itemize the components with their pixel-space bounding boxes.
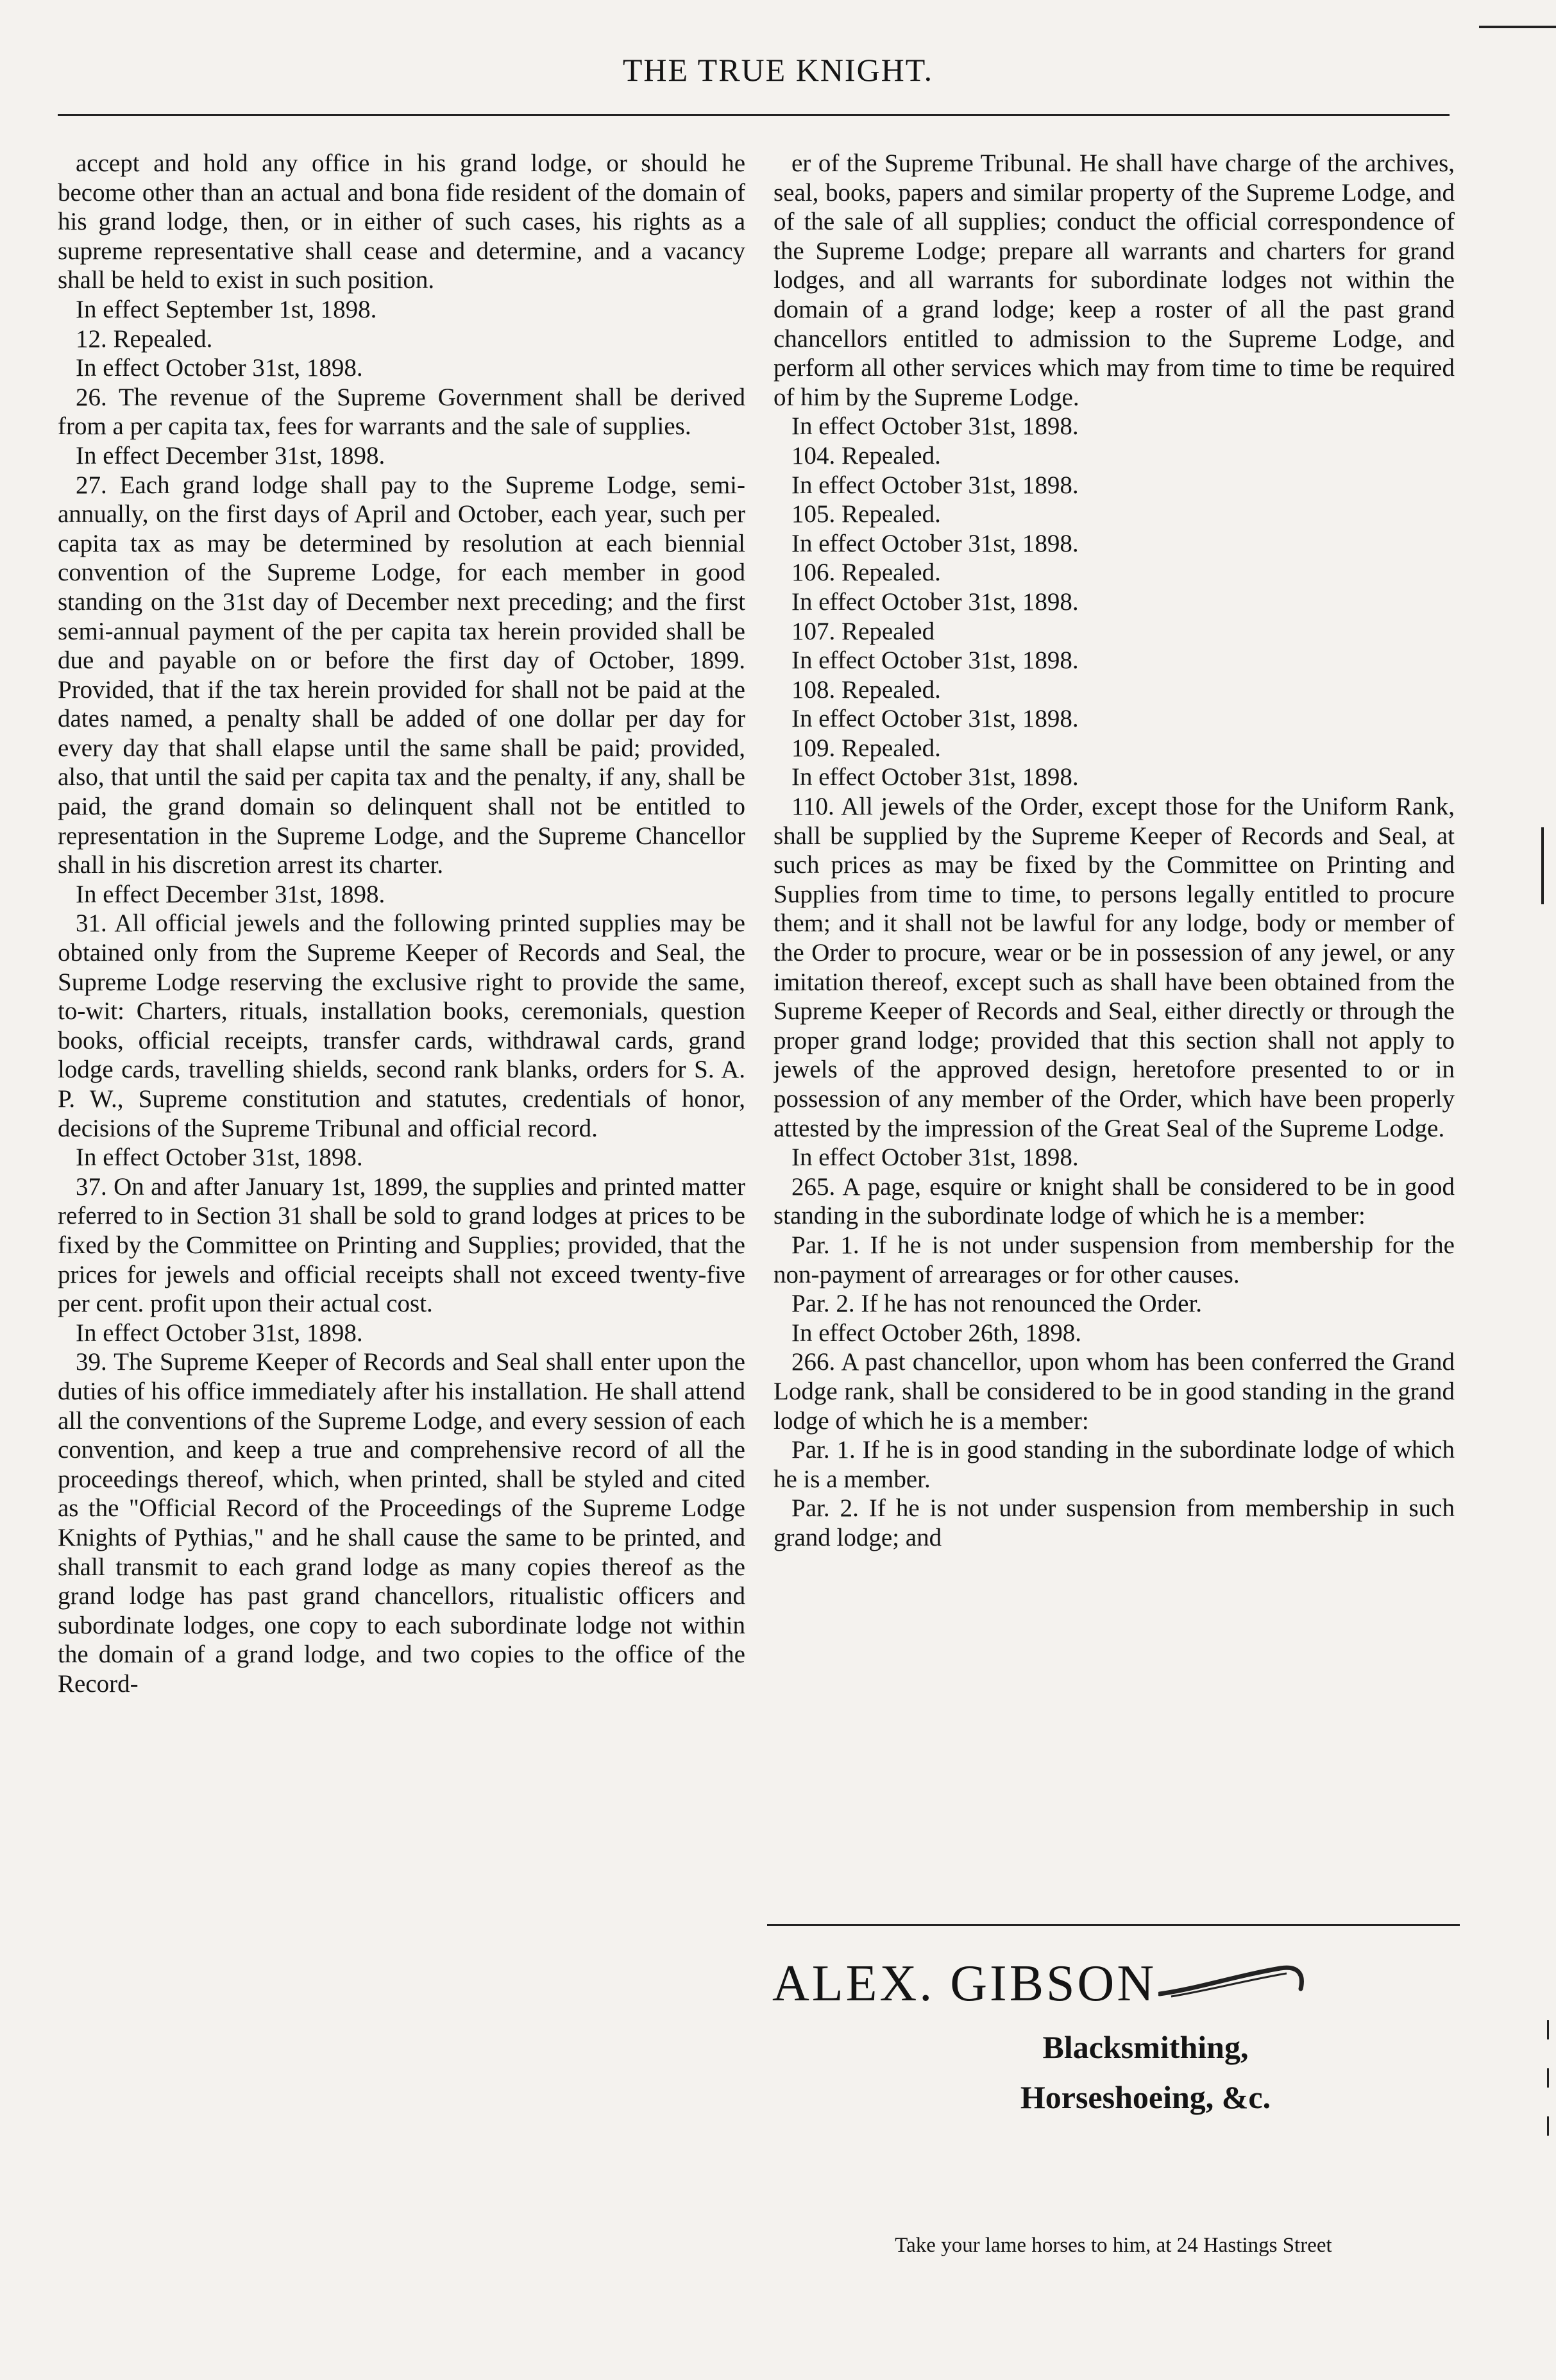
paragraph: Par. 2. If he is not under suspension from membership in such grand lodge; and	[774, 1494, 1455, 1551]
paragraph: In effect October 31st, 1898.	[791, 529, 1079, 557]
margin-mark	[1547, 2020, 1549, 2039]
paragraph: Par. 2. If he has not renounced the Order.	[791, 1290, 1203, 1318]
paragraph: In effect October 31st, 1898.	[791, 1144, 1079, 1172]
paragraph: Par. 1. If he is in good standing in the subordinate lodge of which he is a member.	[774, 1436, 1455, 1493]
margin-mark	[1541, 827, 1544, 904]
paragraph: er of the Supreme Tribunal. He shall have charge of the archives, seal, books, papers and similar property of the Supreme Lodge, and of the sale of all supplies; conduct the official correspondence of the Supreme Lodge; prepare all warrants and charters for grand lodges, and all warrants for subordinate lodges not within the domain of a grand lodge; keep a roster of all the past grand chancellors entitled to admission to the Supreme Lodge, and perform all other services which may from time to time be required of him by the Supreme Lodge.	[774, 149, 1455, 411]
page-title: THE TRUE KNIGHT.	[622, 52, 934, 88]
service-blacksmithing: Blacksmithing,	[1042, 2029, 1249, 2065]
margin-mark	[1547, 2068, 1549, 2088]
paragraph: 105. Repealed.	[791, 500, 941, 528]
paragraph: In effect December 31st, 1898.	[76, 880, 385, 908]
paragraph: 26. The revenue of the Supreme Government shall be derived from a per capita tax, fees for warrants and the sale of supplies.	[58, 383, 745, 441]
flourish-icon	[1158, 1963, 1306, 2008]
paragraph: In effect October 31st, 1898.	[791, 412, 1079, 441]
paragraph: 104. Repealed.	[791, 441, 941, 469]
paragraph: In effect October 31st, 1898.	[791, 763, 1079, 791]
paragraph: In effect October 31st, 1898.	[76, 1319, 363, 1347]
paragraph: 110. All jewels of the Order, except those for the Uniform Rank, shall be supplied by the Supreme Keeper of Records and Seal, at such prices as may be fixed by the Committee on Printing and Supplies from time to time, to persons legally entitled to procure them; and it shall not be lawful for any lodge, body or member of the Order to procure, wear or be in possession of any jewel, or any imitation thereof, except such as shall have been obtained from the Supreme Keeper of Records and Seal, either directly or through the proper grand lodge; provided that this section shall not apply to jewels of the approved design, heretofore presented to or in possession of any member of the Order, which have been properly attested by the impression of the Great Seal of the Supreme Lodge.	[774, 793, 1455, 1142]
advertisement-tagline: Take your lame horses to him, at 24 Hastings Street	[895, 2234, 1332, 2257]
paragraph: Par. 1. If he is not under suspension from membership for the non-payment of arrearages or for other causes.	[774, 1231, 1455, 1288]
paragraph: 265. A page, esquire or knight shall be considered to be in good standing in the subordinate lodge of which he is a member:	[774, 1172, 1455, 1230]
corner-rule	[1479, 26, 1556, 28]
paragraph: In effect September 1st, 1898.	[76, 295, 377, 323]
paragraph: In effect October 31st, 1898.	[76, 354, 363, 382]
advertisement-box	[767, 1924, 1460, 2258]
margin-mark	[1547, 2116, 1549, 2136]
paragraph: In effect October 31st, 1898.	[791, 587, 1079, 616]
service-horseshoeing: Horseshoeing, &c.	[1020, 2079, 1271, 2115]
paragraph: 107. Repealed	[791, 617, 935, 645]
paragraph: In effect October 26th, 1898.	[791, 1319, 1081, 1347]
right-text-column	[774, 149, 1455, 1996]
advertiser-name: ALEX. GIBSON	[772, 1955, 1157, 2012]
paragraph: In effect October 31st, 1898.	[791, 471, 1079, 499]
paragraph: 266. A past chancellor, upon whom has been conferred the Grand Lodge rank, shall be considered to be in good standing in the grand lodge of which he is a member:	[774, 1348, 1455, 1435]
paragraph: In effect October 31st, 1898.	[791, 705, 1079, 733]
paragraph: In effect October 31st, 1898.	[76, 1144, 363, 1172]
paragraph: 12. Repealed.	[76, 325, 213, 353]
advertisement-divider	[767, 1924, 1460, 1926]
paragraph: 31. All official jewels and the following printed supplies may be obtained only from the Supreme Keeper of Records and Seal, the Supreme Lodge reserving the exclusive right to provide the same, to-wit: Charters, rituals, installation books, ceremonials, question books, official receipts, transfer cards, withdrawal cards, grand lodge cards, travelling shields, second rank blanks, orders for S. A. P. W., Supreme constitution and statutes, credentials of honor, decisions of the Supreme Tribunal and official record.	[58, 909, 745, 1142]
left-text-column	[58, 149, 745, 2278]
paragraph: 27. Each grand lodge shall pay to the Supreme Lodge, semi-annually, on the first days of April and October, each year, such per capita tax as may be determined by resolution at each biennial convention of the Supreme Lodge, for each member in good standing on the 31st day of December next preceding; and the first semi-annual payment of the per capita tax herein provided shall be due and payable on or before the first day of October, 1899. Provided, that if the tax herein provided for shall not be paid at the dates named, a penalty shall be added of one dollar per day for every day that shall elapse until the same shall be paid; provided, also, that until the said per capita tax and the penalty, if any, shall be paid, the grand domain so delinquent shall not be entitled to representation in the Supreme Lodge, and the Supreme Chancellor shall in his discretion arrest its charter.	[58, 471, 745, 879]
paragraph: accept and hold any office in his grand lodge, or should he become other than an actual and bona fide resident of the domain of his grand lodge, then, or in either of such cases, his rights as a supreme representative shall cease and determine, and a vacancy shall be held to exist in such position.	[58, 149, 745, 294]
paragraph: 37. On and after January 1st, 1899, the supplies and printed matter referred to in Section 31 shall be sold to grand lodges at prices to be fixed by the Committee on Printing and Supplies; provided, that the prices for jewels and official receipts shall not exceed twenty-five per cent. profit upon their actual cost.	[58, 1172, 745, 1318]
paragraph: 106. Repealed.	[791, 559, 941, 587]
paragraph: 109. Repealed.	[791, 734, 941, 762]
paragraph: 39. The Supreme Keeper of Records and Seal shall enter upon the duties of his office immediately after his installation. He shall attend all the conventions of the Supreme Lodge, and every session of each convention, and keep a true and comprehensive record of all the proceedings thereof, which, when printed, shall be styled and cited as the "Official Record of the Proceedings of the Supreme Lodge Knights of Pythias," and he shall cause the same to be printed, and shall transmit to each grand lodge as many copies thereof as the grand lodge has past grand chancellors, ritualistic officers and subordinate lodges, one copy to each subordinate lodge not within the domain of a grand lodge, and two copies to the office of the Record-	[58, 1348, 745, 1698]
paragraph: In effect December 31st, 1898.	[76, 441, 385, 469]
header-divider	[58, 114, 1450, 116]
paragraph: In effect October 31st, 1898.	[791, 646, 1079, 675]
paragraph: 108. Repealed.	[791, 675, 941, 704]
